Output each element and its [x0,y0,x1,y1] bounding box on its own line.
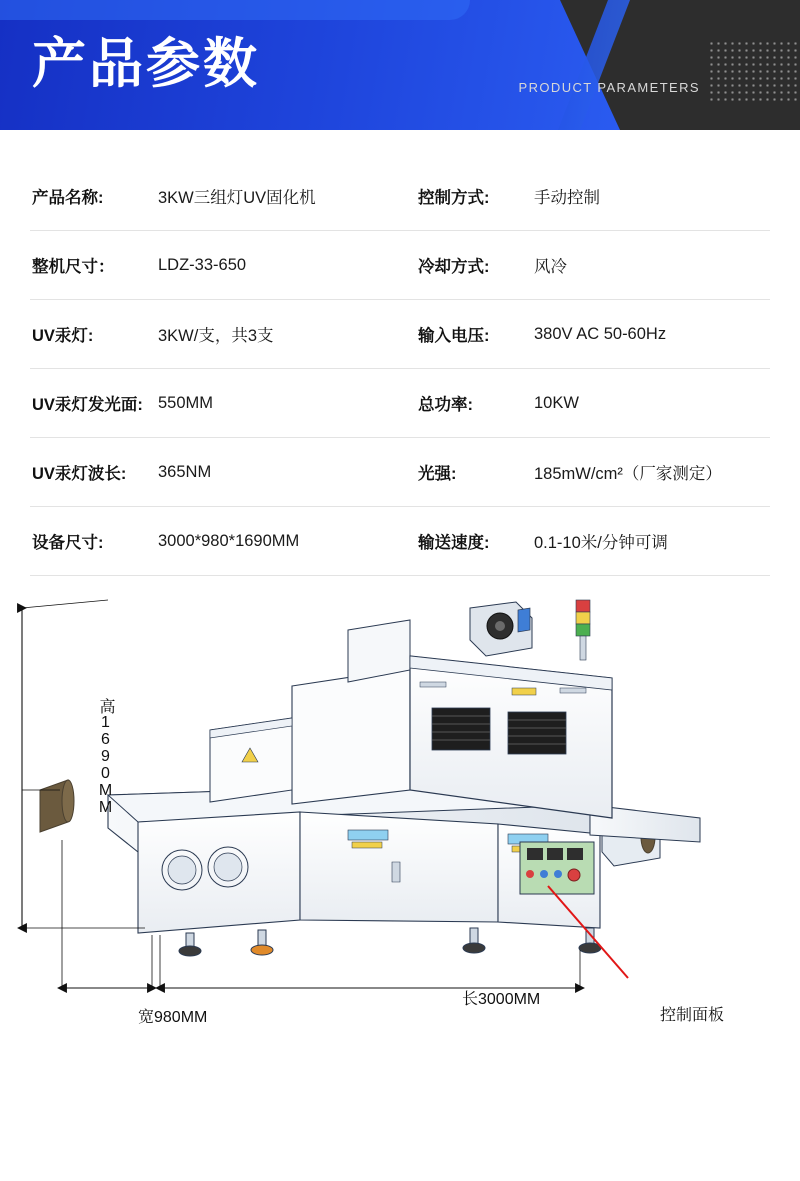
param-value: 3KW/支，共3支 [158,327,274,345]
param-value: 365NM [158,462,212,481]
table-row [30,231,770,300]
param-key: 光强: [418,465,457,483]
param-key: 总功率: [418,396,473,414]
table-row [30,507,770,576]
param-value: 0.1-10米/分钟可调 [534,534,668,552]
machine-illustration [0,590,800,1130]
param-key: 产品名称: [32,189,104,207]
control-panel-label: 控制面板 [660,1007,725,1024]
param-key: UV汞灯波长: [32,465,127,483]
product-parameters-table [30,162,770,576]
banner-dot-pattern [708,40,800,102]
table-row [30,300,770,369]
param-value: 380V AC 50-60Hz [534,324,667,343]
param-key: 控制方式: [418,189,490,207]
width-dimension-label: 宽980MM [138,1009,208,1026]
param-value: 550MM [158,393,214,412]
param-key: 冷却方式: [418,258,490,276]
table-row [30,162,770,231]
param-value: 风冷 [534,258,567,276]
control-panel-graphic [520,842,594,894]
param-value: 185mW/cm²（厂家测定） [534,465,722,483]
page-title: 产品参数 [32,34,260,94]
param-value: 3KW三组灯UV固化机 [158,189,316,207]
param-value: LDZ-33-650 [158,255,247,274]
param-key: UV汞灯: [32,327,94,345]
page-subtitle: PRODUCT PARAMETERS [518,80,700,95]
param-key: UV汞灯发光面: [32,396,143,414]
banner-highlight-curve [0,0,470,20]
param-value: 10KW [534,393,579,412]
param-value: 3000*980*1690MM [158,531,300,550]
param-key: 整机尺寸： [32,258,115,276]
length-dimension-label: 长3000MM [462,991,541,1008]
param-value: 手动控制 [534,189,600,207]
param-key: 设备尺寸: [32,534,104,552]
machine-dimension-figure [0,590,800,1130]
machine-body-drawing [40,600,700,978]
table-row [30,369,770,438]
table-row [30,438,770,507]
height-dimension-label: 高1690MM [97,698,114,816]
param-key: 输送速度: [418,534,490,552]
param-key: 输入电压: [418,327,490,345]
page-header-banner [0,0,800,130]
